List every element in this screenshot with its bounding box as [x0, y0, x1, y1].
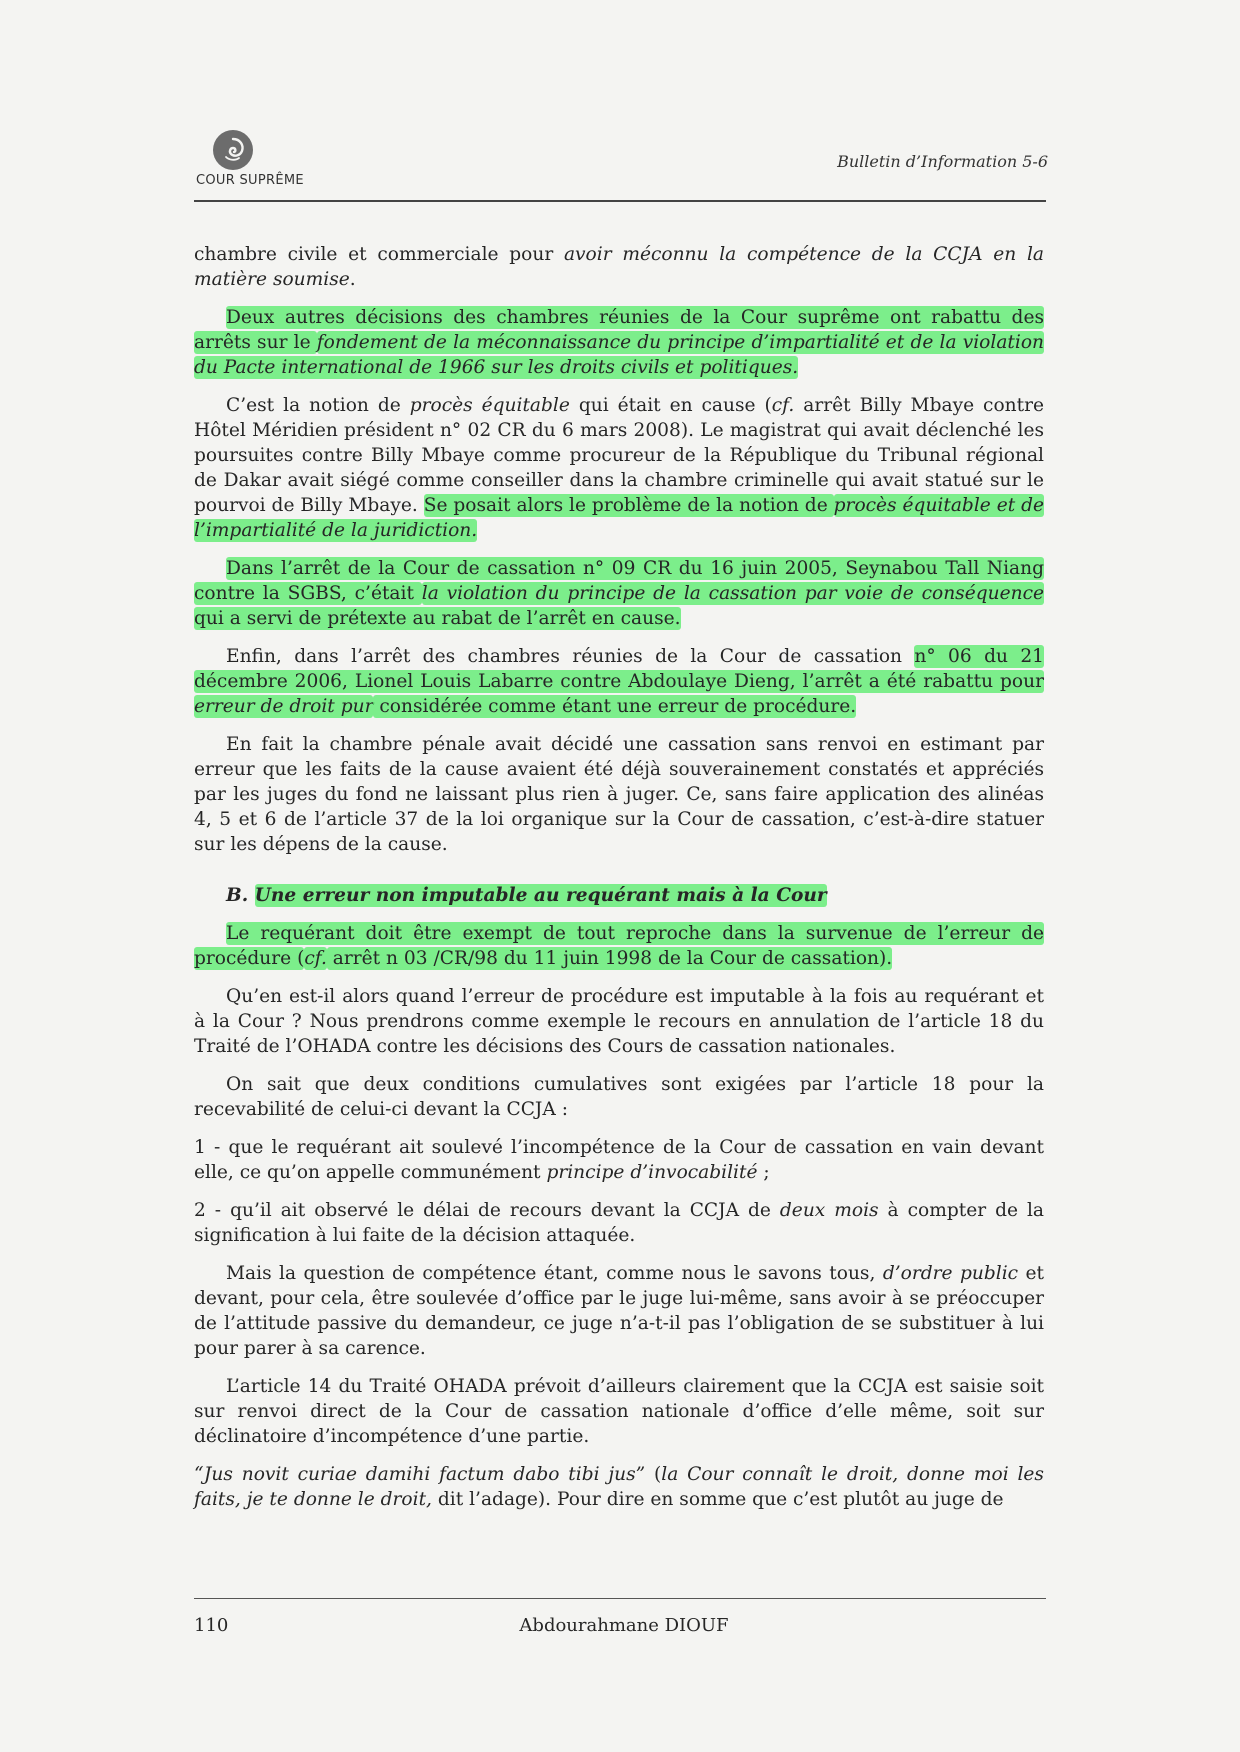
body-text	[194, 242, 1044, 1525]
highlighted-text: n° 06 du 21 décembre 2006, Lionel Louis Labarre contre Abdoulaye Dieng, l’arrêt a été rabattu pour	[194, 646, 1044, 692]
highlighted-text: procès équitable et de l’impartialité de la juridiction.	[194, 495, 1045, 541]
highlighted-text: la violation du principe de la cassation par voie de conséquence	[421, 583, 1044, 604]
header-divider	[194, 200, 1046, 202]
text-run: On sait que deux conditions cumulatives sont exigées par l’article 18 pour la recevabilité de celui-ci devant la CCJA :	[194, 1074, 1044, 1120]
paragraph	[194, 242, 1044, 292]
paragraph	[194, 1374, 1044, 1449]
text-run: arrêt Billy Mbaye contre Hôtel Méridien président n° 02 CR du 6 mars 2008). Le magistrat qui avait déclenché les poursuites contre Billy Mbaye comme procureur de la République du Tribunal régional de Dakar avait siégé comme conseiller dans la chambre criminelle qui avait statué sur le pourvoi de Billy Mbaye.	[194, 395, 1045, 516]
text-run: Mais la question de compétence étant, comme nous le savons tous,	[226, 1263, 883, 1284]
highlighted-text: Dans l’arrêt de la Cour de cassation n° 09 CR du 16 juin 2005, Seynabou Tall Niang contre la SGBS, c’était	[194, 558, 1044, 604]
bulletin-title: Bulletin d’Information 5-6	[837, 152, 1048, 171]
text-run: et devant, pour cela, être soulevée d’office par le juge lui-même, sans avoir à se préoccuper de l’attitude passive du demandeur, ce juge n’a-t-il pas l’obligation de se substituer à lui pour parer à sa carence.	[194, 1263, 1044, 1359]
court-logo-icon	[213, 130, 253, 170]
text-run: à compter de la signification à lui faite de la décision attaquée.	[194, 1200, 1045, 1246]
text-run: principe d’invocabilité	[546, 1162, 758, 1183]
text-run: L’article 14 du Traité OHADA prévoit d’ailleurs clairement que la CCJA est saisie soit sur renvoi direct de la Cour de cassation nationale d’office d’elle même, soit sur déclinatoire d’incompétence d’une partie.	[194, 1376, 1044, 1447]
text-run: 1 - que le requérant ait soulevé l’incompétence de la Cour de cassation en vain devant elle, ce qu’on appelle communément	[194, 1137, 1044, 1183]
footer-divider	[194, 1598, 1046, 1599]
text-run: d’ordre public	[882, 1263, 1019, 1284]
paragraph	[194, 1198, 1044, 1248]
paragraph	[194, 1462, 1044, 1512]
paragraph	[194, 1135, 1044, 1185]
text-run: procès équitable	[409, 395, 570, 416]
text-run: cf.	[771, 395, 795, 416]
section-heading: B.	[226, 885, 255, 906]
highlighted-text: cf.	[304, 948, 327, 969]
highlighted-text: qui a servi de prétexte au rabat de l’arrêt en cause.	[194, 608, 681, 629]
paragraph	[194, 921, 1044, 971]
text-run: la Cour connaît le droit, donne moi les faits, je te donne le droit,	[194, 1464, 1044, 1510]
text-run: (	[645, 1464, 662, 1485]
text-run: .	[349, 269, 356, 290]
paragraph	[194, 393, 1044, 543]
highlighted-text: erreur de droit pur	[194, 696, 374, 717]
highlighted-text: considérée comme étant une erreur de procédure.	[373, 696, 857, 717]
text-run: En fait la chambre pénale avait décidé une cassation sans renvoi en estimant par erreur que les faits de la cause avaient été déjà souverainement constatés et appréciés par les juges du fond ne laissant plus rien à juger. Ce, sans faire application des alinéas 4, 5 et 6 de l’article 37 de la loi organique sur la Cour de cassation, c’est-à-dire statuer sur les dépens de la cause.	[194, 734, 1044, 855]
highlighted-text: fondement de la méconnaissance du principe d’impartialité et de la violation du Pacte international de 1966 sur les droits civils et politiques.	[194, 332, 1044, 378]
highlighted-text: Deux autres décisions des chambres réunies de la Cour suprême ont rabattu des arrêts sur le	[194, 307, 1044, 353]
page-number: 110	[194, 1615, 229, 1636]
text-run: chambre civile et commerciale pour	[194, 244, 564, 265]
text-run: “Jus novit curiae damihi factum dabo tibi jus”	[194, 1464, 646, 1485]
paragraph	[194, 1261, 1044, 1361]
text-run: Enfin, dans l’arrêt des chambres réunies de la Cour de cassation	[226, 646, 915, 667]
paragraph	[194, 984, 1044, 1059]
text-run: dit l’adage). Pour dire en somme que c’est plutôt au juge de	[431, 1489, 1004, 1510]
text-run: 2 - qu’il ait observé le délai de recours devant la CCJA de	[194, 1200, 780, 1221]
text-run: deux mois	[779, 1200, 879, 1221]
text-run: avoir méconnu la compétence de la CCJA en la matière soumise	[194, 244, 1045, 290]
paragraph	[194, 1072, 1044, 1122]
paragraph	[194, 644, 1044, 719]
paragraph	[194, 732, 1044, 857]
footer-author: Abdourahmane DIOUF	[519, 1615, 729, 1636]
text-run: qui était en cause (	[569, 395, 772, 416]
court-name: COUR SUPRÊME	[196, 173, 304, 188]
highlighted-text: Se posait alors le problème de la notion de	[423, 495, 834, 516]
highlighted-text: arrêt n 03 /CR/98 du 11 juin 1998 de la Cour de cassation).	[326, 948, 893, 969]
paragraph	[194, 305, 1044, 380]
text-run: ;	[757, 1162, 770, 1183]
paragraph	[194, 556, 1044, 631]
text-run: Qu’en est-il alors quand l’erreur de procédure est imputable à la fois au requérant et à la Cour ? Nous prendrons comme exemple le recours en annulation de l’article 18 du Traité de l’OHADA contre les décisions des Cours de cassation nationales.	[194, 986, 1044, 1057]
paragraph	[194, 883, 1044, 908]
section-heading: Une erreur non imputable au requérant mais à la Cour	[254, 885, 827, 906]
text-run: C’est la notion de	[226, 395, 410, 416]
highlighted-text: Le requérant doit être exempt de tout reproche dans la survenue de l’erreur de procédure (	[194, 923, 1044, 969]
